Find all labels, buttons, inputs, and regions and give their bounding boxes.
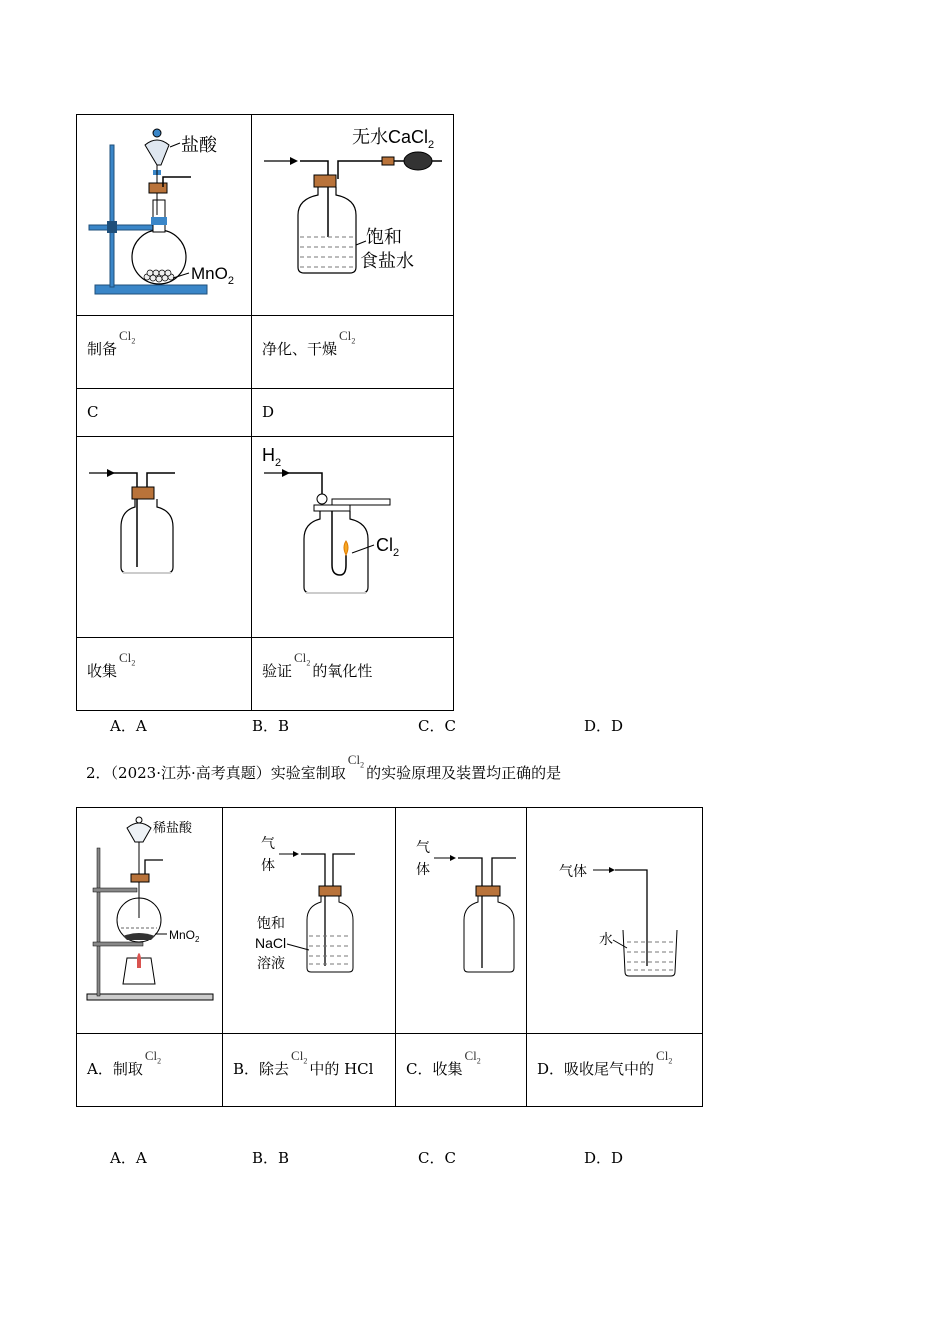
q1-option-a[interactable]: A．A (110, 717, 147, 735)
q2-option-d[interactable]: D．D (584, 1149, 624, 1167)
q1-cell-d-image (252, 437, 454, 638)
q2-cell-c-image (396, 808, 527, 1034)
q2-mno2-label: MnO (169, 928, 196, 942)
q2-caption-d: D．吸收尾气中的$Cl_2$ (527, 1034, 703, 1107)
q1-label-d: D (252, 389, 454, 437)
cl2-subscript: 2 (393, 547, 400, 559)
liquid-label-line1: 饱和 (366, 227, 402, 247)
mno2-subscript: 2 (227, 275, 234, 287)
q2-stem-after: 的实验原理及装置均正确的是 (366, 764, 562, 782)
chlorine-generator-diagram (77, 115, 252, 315)
q2-option-a[interactable]: A．A (110, 1149, 147, 1167)
q2-cell-a-image (77, 808, 223, 1034)
q2-caption-a: A．制取$Cl_2$ (77, 1034, 223, 1107)
q2-b-gas-line1: 气 (261, 835, 275, 851)
q2-number: 2． (86, 764, 111, 782)
q2-mno2-subscript: 2 (195, 935, 200, 944)
collect-gas-diagram (77, 437, 252, 637)
q1-option-d[interactable]: D．D (584, 717, 624, 735)
liquid-label-line2: 食盐水 (360, 251, 414, 271)
q1-label-c: C (77, 389, 252, 437)
q2-apparatus-table (76, 807, 703, 1107)
svg-text:无水CaCl2 (352, 127, 434, 151)
purify-dry-diagram (252, 115, 454, 315)
q1-cell-b-image (252, 115, 454, 316)
h2-subscript: 2 (275, 457, 282, 469)
svg-text:MnO2 (169, 928, 200, 944)
q2-absorb-diagram (527, 808, 703, 1033)
q1-apparatus-table (76, 114, 454, 711)
q2-generator-diagram (77, 808, 223, 1033)
q1-caption-d: 验证$Cl_2$ 的氧化性 (252, 638, 454, 711)
q1-option-c[interactable]: C．C (418, 717, 456, 735)
q2-d-gas-label: 气体 (559, 863, 587, 879)
hydrogen-burn-diagram (252, 437, 454, 637)
drier-subscript: 2 (428, 139, 435, 151)
svg-text:H2 (262, 445, 281, 469)
svg-text:Cl2 (376, 535, 399, 559)
q2-cell-d-image (527, 808, 703, 1034)
q1-option-b[interactable]: B．B (252, 717, 290, 735)
q1-caption-c: 收集$Cl_2$ (77, 638, 252, 711)
svg-text:MnO2 (191, 264, 234, 287)
q1-caption-b: 净化、干燥$Cl_2$ (252, 316, 454, 389)
q2-b-liquid-line3: 溶液 (257, 955, 285, 971)
q2-options (110, 1147, 710, 1167)
q2-caption-b: B．除去$Cl_2$ 中的 HCl (223, 1034, 396, 1107)
q2-option-b[interactable]: B．B (252, 1149, 290, 1167)
q2-wash-bottle-diagram (223, 808, 396, 1033)
q2-b-gas-line2: 体 (261, 857, 275, 873)
mno2-label: MnO (191, 264, 228, 283)
q2-option-c[interactable]: C．C (418, 1149, 456, 1167)
q2-c-gas-line1: 气 (416, 839, 430, 855)
q1-caption-a: 制备$Cl_2$ (77, 316, 252, 389)
q2-stem-before: 实验室制取 (270, 764, 346, 782)
q2-source: （2023·江苏·高考真题） (110, 764, 271, 782)
q1-options (110, 715, 710, 735)
q2-b-liquid-line2: NaCl (255, 935, 287, 951)
q2-caption-c: C．收集$Cl_2$ (396, 1034, 527, 1107)
q2-collect-diagram (396, 808, 527, 1033)
q2-c-gas-line2: 体 (416, 861, 430, 877)
acid-label: 盐酸 (181, 135, 217, 155)
q2-acid-label: 稀盐酸 (153, 820, 193, 835)
q2-stem: 2．（2023·江苏·高考真题）实验室制取$Cl_2$ 的实验原理及装置均正确的是 (86, 752, 562, 782)
q1-cell-a-image (77, 115, 252, 316)
q2-b-liquid-line1: 饱和 (257, 915, 285, 931)
drier-label: 无水CaCl (352, 127, 429, 147)
q2-cell-b-image (223, 808, 396, 1034)
q1-cell-c-image (77, 437, 252, 638)
q2-d-water-label: 水 (599, 931, 613, 947)
h2-label: H (262, 445, 275, 465)
cl2-label: Cl (376, 535, 393, 555)
